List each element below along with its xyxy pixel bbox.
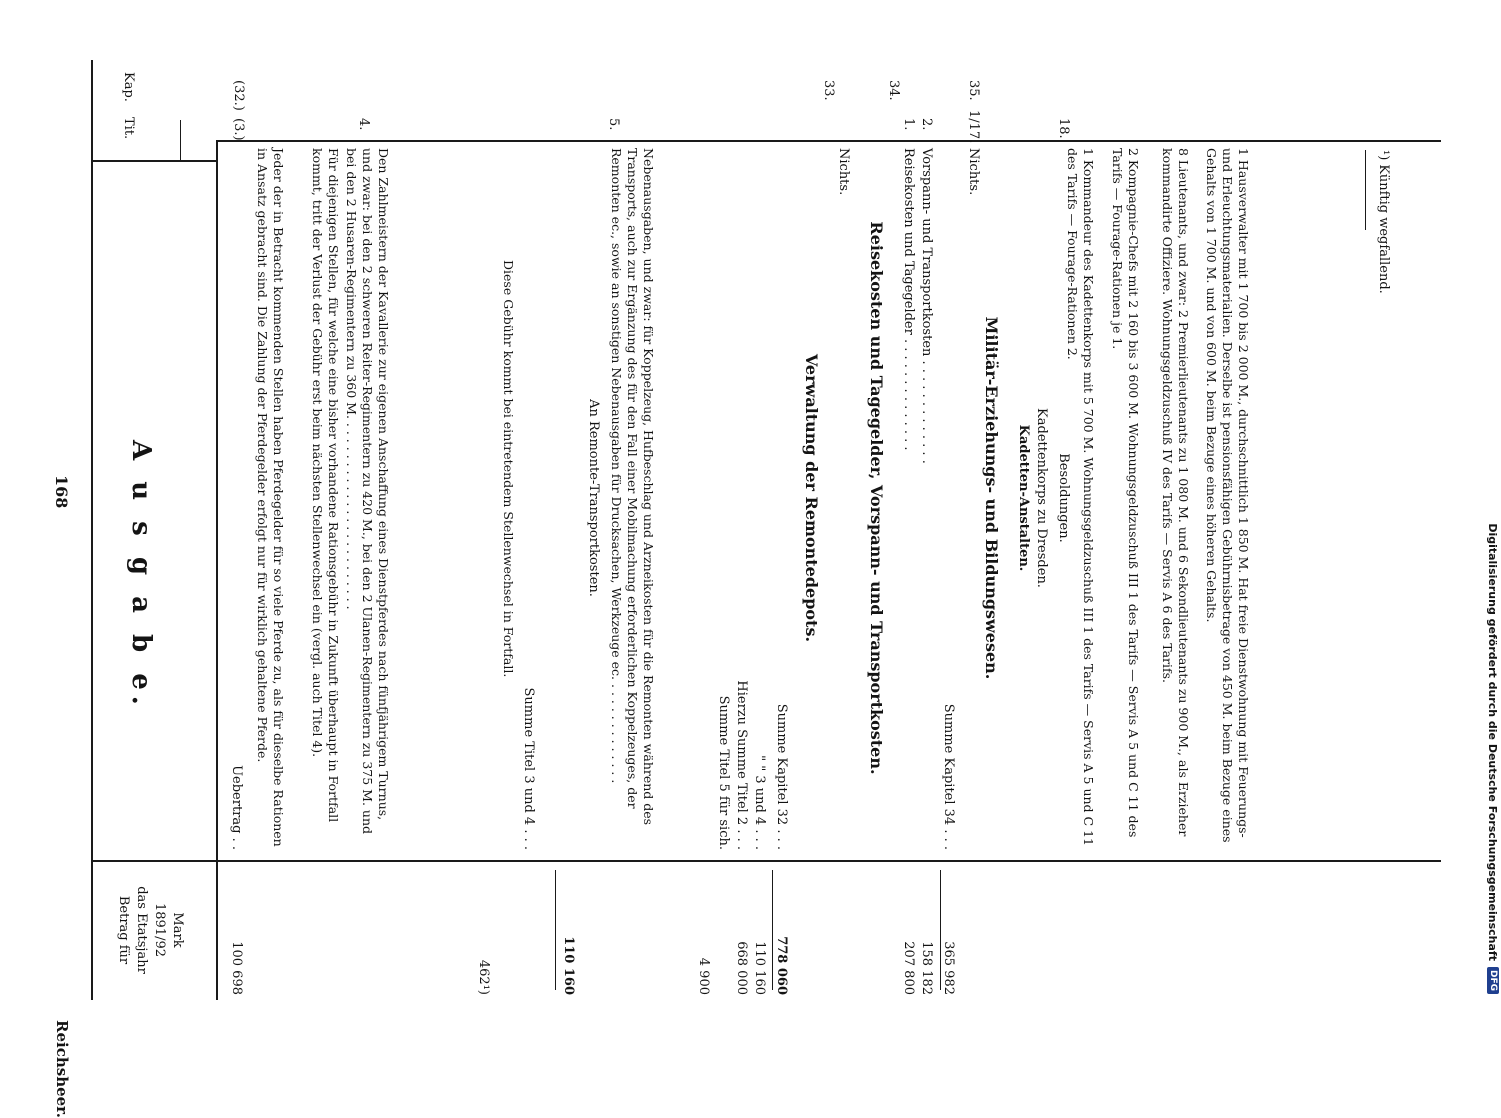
digitization-note [1485,0,1501,1000]
hierzu-summe-titel-2: Hierzu Summe Titel 2 . . . [734,680,749,850]
tit-3: (3.) [231,118,246,141]
top-rule [91,60,93,1000]
amount-titel-3-4: 110 160 [752,941,767,995]
uebertrag-line: Uebertrag . . [229,765,244,850]
footnote: ¹) Künftig wegfallend. [1376,150,1391,294]
tit-5: 5. [606,118,621,131]
amount-column-rule [218,860,1441,862]
zahlmeister-text: Den Zahlmeistern der Kavallerie zur eigenen Anschaffung eines Dienstpferdes nach fünfjährigem Turnus, und zwar: bei den 2 schweren Reiter-Regimentern zu 420 M., bei den 2 Ulanen-Regimentern zu 375 M. und bei den 2 Husaren-Regimentern zu 360 M. . . . . . . . . . . . . . . . . . . . . . . . . [344,148,391,835]
kadetten-heading: Kadetten-Anstalten. [1016,424,1031,572]
besoldungen-heading: Besoldungen. [1056,453,1071,543]
amount-column-rule-top [93,860,218,862]
amount-reisekosten: 207 800 [901,941,916,995]
sum-rule-1 [555,870,556,990]
tit-34-2: 2. [919,118,934,131]
nebenausgaben-text: Nebenausgaben, und zwar: für Koppelzeug, Hufbeschlag und Arzneikosten für die Remonten während des Transports, auch zur Ergänzung des für den Fall einer Mobilmachung erforderlichen Koppelzeuges, der Remonten ec., sowie an sonstigen Nebenausgaben für Drucksachen, Werkzeuge ec. . . . . . . . . . . . . . [609,148,656,826]
kap-tit-divider [180,120,181,160]
title-column-rule [93,160,218,162]
amount-vorspann: 158 182 [919,941,934,995]
amount-header-2: das Etatsjahr [134,886,149,974]
dresden-heading: Kadettenkorps zu Dresden. [1034,408,1049,588]
footnote-rule [1365,150,1366,230]
kap-header: Kap. [121,72,136,102]
amount-kapitel-32: 778 060 [774,936,789,995]
amount-titel-2: 668 000 [734,941,749,995]
lieutenants-text: 8 Lieutenants, und zwar: 2 Premierlieutenants zu 1 080 M. und 6 Sekondlieutenants zu 900 M., als Erzieher kommandirte Offiziere. Wohnungsgeldzuschuß IV des Tarifs — Servis A 6 des Tarifs. [1160,148,1191,837]
header-bottom-rule [217,140,219,1000]
summe-titel-5: Summe Titel 5 für sich. [716,695,731,850]
amount-header-1: Betrag für [116,895,131,965]
gebuehr-note: Diese Gebühr kommt bei eintretendem Stellenwechsel in Fortfall. [501,260,516,678]
amount-summe-3-4: 110 160 [561,936,576,995]
reisekosten-heading: Reisekosten und Tagegelder, Vorspann- und Transportkosten. [867,221,886,775]
left-body-rule [218,140,1441,142]
amount-titel-5: 4 900 [696,957,711,995]
tit-1-17: 1/17. [966,110,981,144]
summe-kapitel-32: Summe Kapitel 32 . . . [774,703,789,850]
tit-header: Tit. [121,117,136,140]
dfg-logo: DFG [1487,967,1499,994]
kap-32: (32.) [231,80,246,111]
remontedepots-heading: Verwaltung der Remontedepots. [802,353,821,643]
stellenwechsel-text: Für diejenigen Stellen, für welche eine bisher vorhandene Rationsgebühr in Zukunft überhaupt in Fortfall kommt, tritt der Verlust der Gebühr erst beim nächsten Stellenwechsel ein (vergl. auch Titel 4). [310,148,341,823]
remonte-heading: An Remonte-Transportkosten. [586,399,601,597]
page-number: 168 [52,475,71,509]
running-head: Reichsheer. [53,1020,71,1118]
vorspann-line: Vorspann- und Transportkosten . . . . . . . . . . . . . [919,148,934,464]
kap-33: 33. [821,80,836,101]
militaer-heading: Militär-Erziehungs- und Bildungswesen. [982,316,1001,680]
nichts-33: Nichts. [836,148,851,196]
pferdegelder-text: Jeder der in Betracht kommenden Stellen haben Pferdegelder für so viele Pferde zu, als für dieselbe Rationen in Ansatz gebracht sind. Die Zahlung der Pferdegelder erfolgt nur für wirklich gehaltene Pferde. [255,148,286,847]
amount-zahlmeister: 462¹) [476,959,491,995]
kap-35: 35. [966,80,981,101]
kap-34: 34. [886,80,901,101]
reisekosten-line: Reisekosten und Tagegelder . . . . . . . . . . . . . . [901,148,916,451]
amount-uebertrag: 100 698 [229,941,244,995]
amount-kapitel-34: 365 982 [941,941,956,995]
amount-unit: Mark [170,912,185,948]
tit-4: 4. [356,118,371,131]
kompagnie-chefs-text: 2 Kompagnie-Chefs mit 2 160 bis 3 600 M. Wohnungsgeldzuschuß III 1 des Tarifs — Servis A 5 und C 11 des Tarifs — Fourage-Rationen je 1. [1110,148,1141,838]
sum-rule-2 [772,870,773,990]
nichts-35: Nichts. [966,148,981,196]
tit-34-1: 1. [901,118,916,131]
summe-kapitel-34: Summe Kapitel 34 . . . [941,703,956,850]
kommandeur-text: 1 Kommandeur des Kadettenkorps mit 5 700 M. Wohnungsgeldzuschuß III 1 des Tarifs — Servis A 5 und C 11 des Tarifs — Fourage-Rationen 2. [1065,148,1096,846]
tit-18: 18. [1056,118,1071,139]
digitization-text: Digitalisierung gefördert durch die Deutsche Forschungsgemeinschaft [1486,523,1500,961]
summe-titel-3-und-4: " " 3 und 4 . . . [752,755,767,850]
amount-header-3: 1891/92 [152,902,167,957]
section-title: A u s g a b e. [126,440,156,711]
hausverwalter-text: 1 Hausverwalter mit 1 700 bis 2 000 M., durchschnittlich 1 850 M. Hat freie Dienstwohnung mit Feuerungs- und Erleuchtungsmaterialien. Derselbe ist pensionsfähigen Gebührnisbetrage von 450 M. beim Bezuge eines Gehalts von 1 700 M. und von 600 M. beim Bezuge eines höheren Gehalts. [1204,148,1251,843]
summe-titel-3-4: Summe Titel 3 und 4 . . . [521,687,536,850]
